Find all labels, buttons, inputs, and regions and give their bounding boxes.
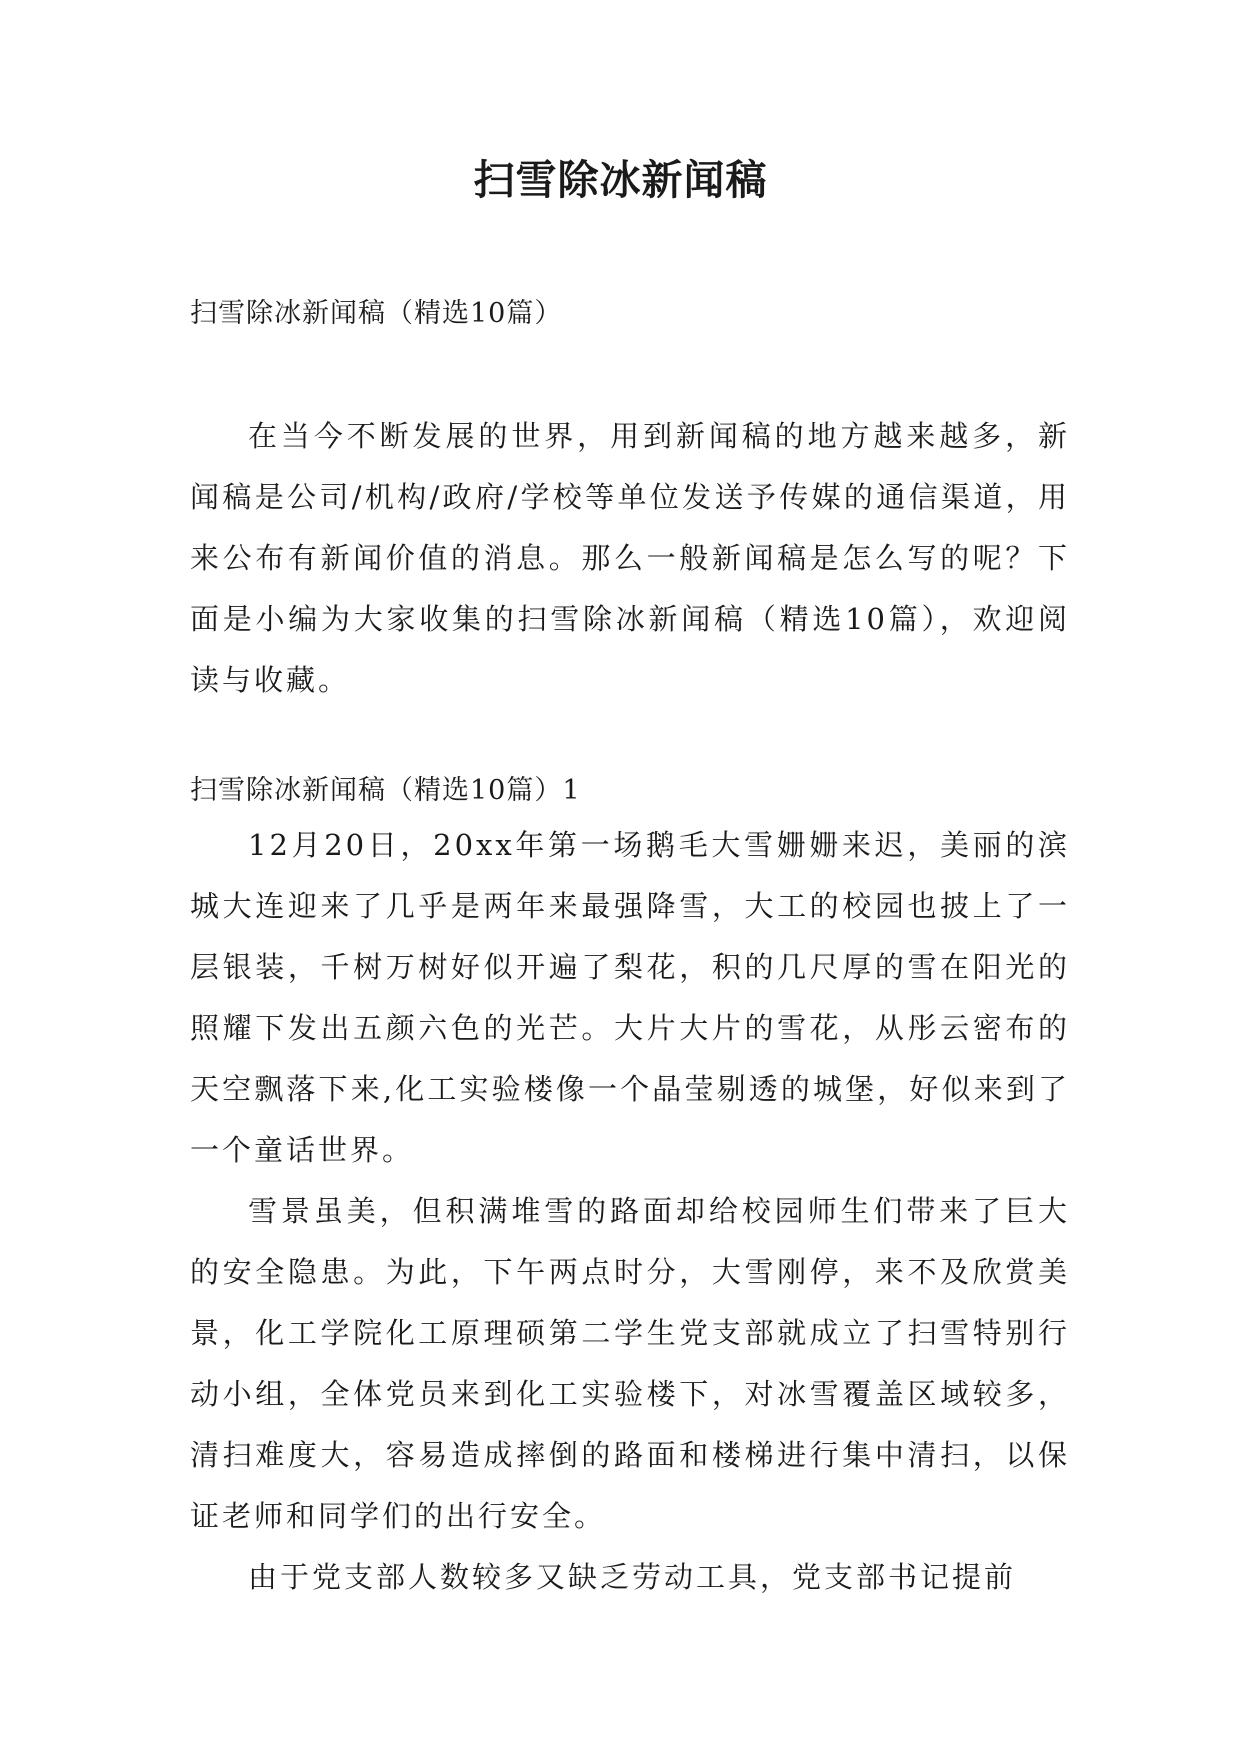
document-body — [190, 292, 1070, 1608]
body-paragraph: 12月20日，20xx年第一场鹅毛大雪姗姗来迟，美丽的滨城大连迎来了几乎是两年来最强降雪，大工的校园也披上了一层银装，千树万树好似开遍了梨花，积的几尺厚的雪在阳光的照耀下发出五颜六色的光芒。大片大片的雪花，从彤云密布的天空飘落下来,化工实验楼像一个晶莹剔透的城堡，好似来到了一个童话世界。 — [190, 828, 1070, 1167]
body-paragraph: 雪景虽美，但积满堆雪的路面却给校园师生们带来了巨大的安全隐患。为此，下午两点时分，大雪刚停，来不及欣赏美景，化工学院化工原理硕第二学生党支部就成立了扫雪特别行动小组，全体党员来到化工实验楼下，对冰雪覆盖区域较多，清扫难度大，容易造成摔倒的路面和楼梯进行集中清扫，以保证老师和同学们的出行安全。 — [190, 1194, 1070, 1533]
body-paragraph: 由于党支部人数较多又缺乏劳动工具，党支部书记提前 — [248, 1560, 1017, 1594]
intro-paragraph: 在当今不断发展的世界，用到新闻稿的地方越来越多，新闻稿是公司/机构/政府/学校等单位发送予传媒的通信渠道，用来公布有新闻价值的消息。那么一般新闻稿是怎么写的呢？下面是小编为大家收集的扫雪除冰新闻稿（精选10篇），欢迎阅读与收藏。 — [190, 419, 1070, 697]
section-heading: 扫雪除冰新闻稿（精选10篇）1 — [190, 775, 581, 806]
document-subtitle: 扫雪除冰新闻稿（精选10篇） — [190, 298, 563, 329]
document-title: 扫雪除冰新闻稿 — [473, 156, 768, 204]
